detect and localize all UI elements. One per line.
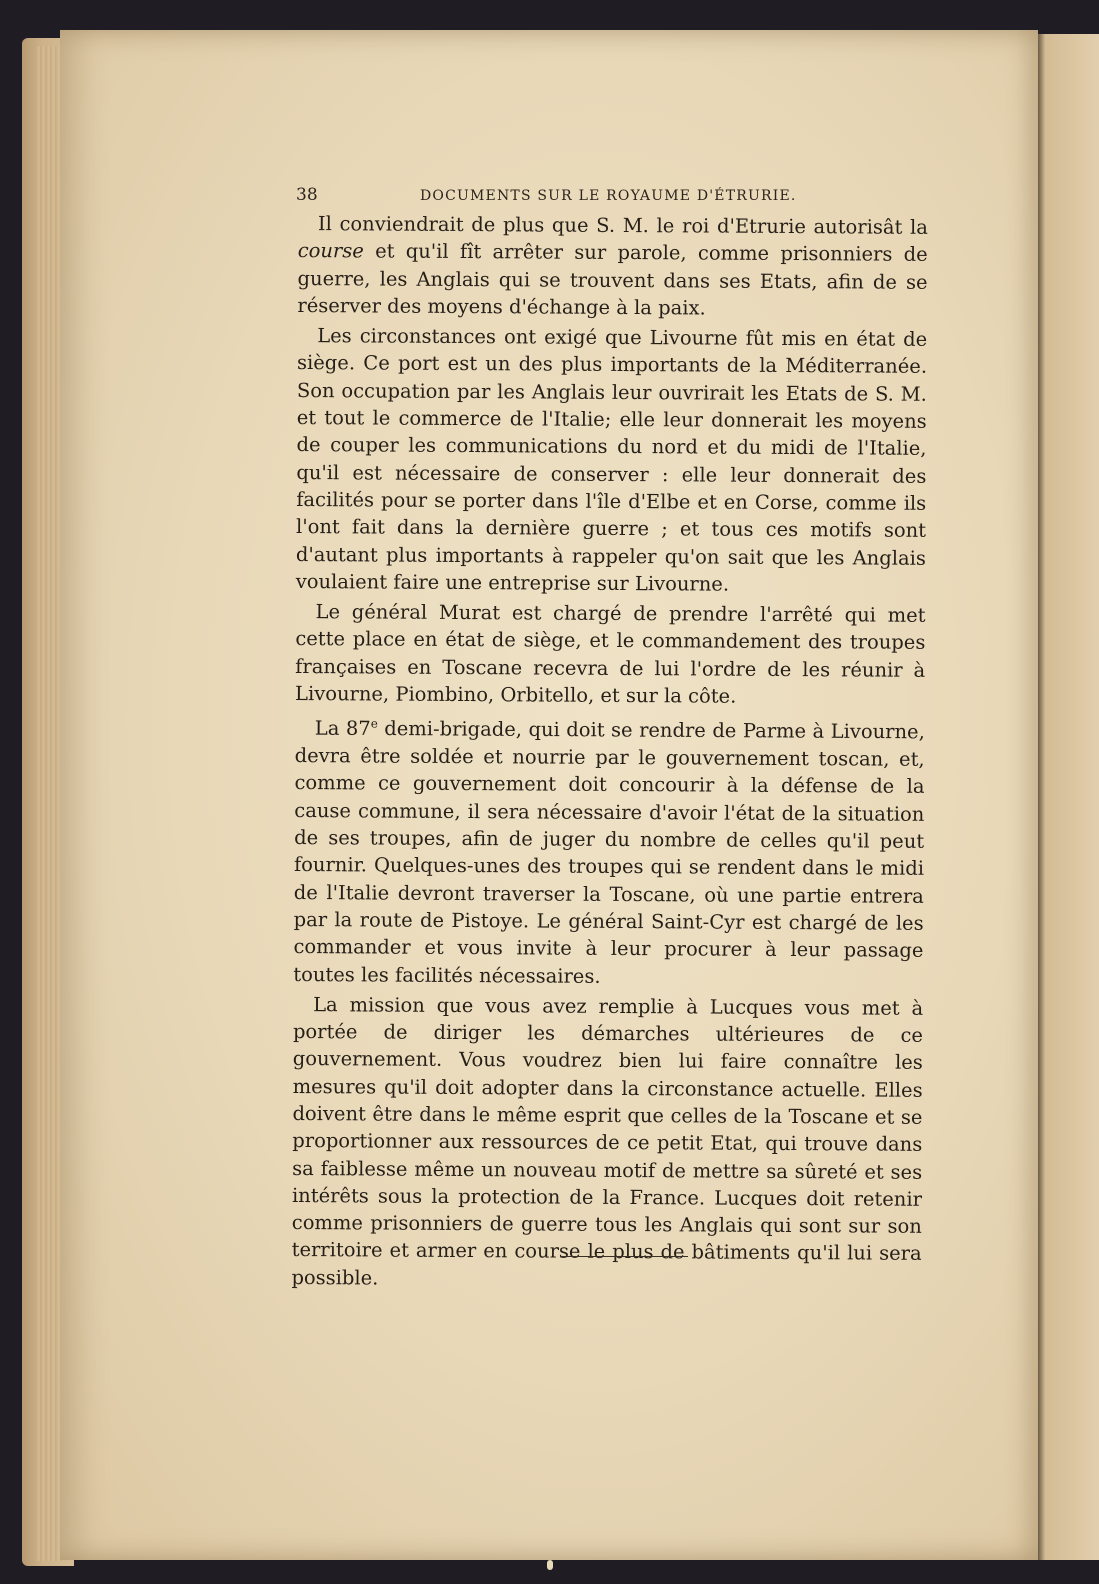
italic-word-course: course bbox=[297, 239, 364, 263]
page-number: 38 bbox=[296, 185, 318, 205]
paragraph-4-end: demi-brigade, qui doit se rendre de Parme à Livourne, devra être soldée et nourrie par le gouvernement toscan, et, comme ce gouvernement doit concourir à la défense de la cause commune, il sera nécessaire d'avoir l'état de la situation de ses troupes, afin de juger du nombre de celles qu'il peut fournir. Quelques-unes des troupes qui se rendent dans le midi de l'Italie devront traverser la Toscane, où une partie entrera par la route de Pistoye. Le général Saint-Cyr est chargé de les commander et vous invite à leur procurer à leur passage toutes les facilités nécessaires. bbox=[293, 717, 925, 988]
end-rule bbox=[560, 1256, 688, 1257]
running-head bbox=[296, 185, 836, 205]
running-title: DOCUMENTS SUR LE ROYAUME D'ÉTRURIE. bbox=[420, 188, 797, 204]
paper-mark bbox=[547, 1560, 553, 1570]
paragraph-1 bbox=[297, 210, 928, 323]
facing-page-edge bbox=[1038, 34, 1099, 1560]
paragraph-5: La mission que vous avez remplie à Lucques vous met à portée de diriger les démarches ultérieures de ce gouvernement. Vous voudrez bien lui faire connaître les mesures qu'il doit adopter dans la circonstance actuelle. Elles doivent être dans le même esprit que celles de la Toscane et se proportionner aux ressources de ce petit Etat, qui trouve dans sa faiblesse même un nouveau motif de mettre sa sûreté et ses intérêts sous la protection de la France. Lucques doit retenir comme prisonniers de guerre tous les Anglais qui sont sur son territoire et armer en course le plus de bâtiments qu'il lui sera possible. bbox=[291, 992, 924, 1290]
paragraph-1-end: et qu'il fît arrêter sur parole, comme prisonniers de guerre, les Anglais qui se trouvent dans ses Etats, afin de se réserver des moyens d'échange à la paix. bbox=[297, 239, 928, 320]
ordinal-superscript: e bbox=[370, 716, 378, 731]
paragraph-2: Les circonstances ont exigé que Livourne fût mis en état de siège. Ce port est un des plus importants de la Méditerranée. Son occupation par les Anglais leur ouvrirait les Etats de S. M. et tout le commerce de l'Italie; elle leur donnerait les moyens de couper les communications du nord et du midi de l'Italie, qu'il est nécessaire de conserver : elle leur donnerait des facilités pour se porter dans l'île d'Elbe et en Corse, comme ils l'ont fait dans la dernière guerre ; et tous ces motifs sont d'autant plus importants à rappeler qu'on sait que les Anglais voulaient faire une entreprise sur Livourne. bbox=[295, 324, 928, 596]
paragraph-3: Le général Murat est chargé de prendre l'arrêté qui met cette place en état de siège, et le commandement des troupes françaises en Toscane recevra de lui l'ordre de les réunir à Livourne, Piombino, Orbitello, et sur la côte. bbox=[294, 600, 926, 708]
paragraph-1-start: Il conviendrait de plus que S. M. le roi d'Etrurie autorisât la bbox=[317, 212, 928, 239]
body-text bbox=[291, 210, 928, 1295]
paragraph-4-start: La 87 bbox=[314, 716, 371, 741]
paragraph-4 bbox=[293, 710, 925, 991]
